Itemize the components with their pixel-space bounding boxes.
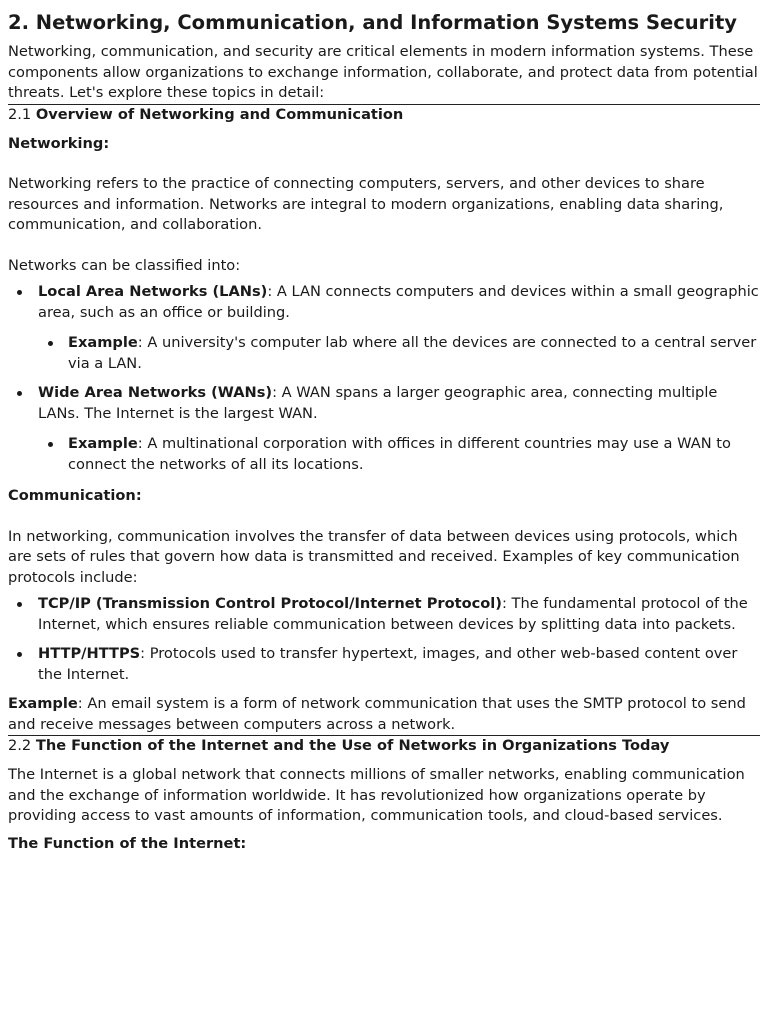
section-2-title: Networking, Communication, and Information Systems Security	[35, 11, 738, 34]
network-types-list	[8, 282, 760, 475]
section-2-1-heading	[8, 105, 760, 125]
http-term: HTTP/HTTPS	[38, 645, 141, 662]
internet-paragraph: The Internet is a global network that connects millions of smaller networks, enabling communication and the exchange of information worldwide. It has revolutionized how organizations operate by providing access to vast amounts of information, communication tools, and cloud-based services.	[8, 766, 745, 824]
wan-example-description: : A multinational corporation with offices in different countries may use a WAN to connect the networks of all its locations.	[68, 435, 731, 473]
communication-label: Communication:	[8, 487, 142, 504]
communication-paragraph: In networking, communication involves the transfer of data between devices using protocols, which are sets of rules that govern how data is transmitted and received. Examples of key communication protocols include:	[8, 527, 740, 586]
list-item-lan	[38, 282, 760, 374]
list-item-http	[38, 644, 760, 685]
http-description: : Protocols used to transfer hypertext, images, and other web-based content over the Internet.	[38, 645, 738, 683]
tcpip-description: : The fundamental protocol of the Internet, which ensures reliable communication between devices by splitting data into packets.	[38, 595, 748, 633]
section-2-number: 2.	[8, 11, 29, 34]
email-example-description: : An email system is a form of network communication that uses the SMTP protocol to send and receive messages between computers across a network.	[8, 695, 746, 733]
list-item-lan-example	[68, 333, 760, 374]
networking-label: Networking:	[8, 134, 110, 152]
section-2-2-heading	[8, 736, 760, 756]
wan-example-term: Example	[68, 435, 138, 452]
lan-example-description: : A university's computer lab where all the devices are connected to a central server via a LAN.	[68, 334, 757, 372]
section-2-intro: Networking, communication, and security are critical elements in modern information systems. These components allow organizations to exchange information, collaborate, and protect data from potential threats. Let's explore these topics in detail:	[8, 43, 758, 101]
lan-term: Local Area Networks (LANs)	[38, 283, 268, 300]
section-2-2-title: The Function of the Internet and the Use of Networks in Organizations Today	[35, 737, 670, 754]
list-item-tcpip	[38, 594, 760, 635]
wan-example-list	[38, 434, 760, 475]
tcpip-term: TCP/IP (Transmission Control Protocol/Internet Protocol)	[38, 595, 502, 612]
lan-example-list	[38, 333, 760, 374]
protocols-list	[8, 594, 760, 685]
wan-term: Wide Area Networks (WANs)	[38, 384, 273, 401]
list-item-wan-example	[68, 434, 760, 475]
lan-example-term: Example	[68, 334, 138, 351]
wan-description: : A WAN spans a larger geographic area, connecting multiple LANs. The Internet is the largest WAN.	[38, 384, 718, 422]
lan-description: : A LAN connects computers and devices within a small geographic area, such as an office or building.	[38, 283, 759, 321]
internet-function-label: The Function of the Internet:	[8, 834, 247, 852]
email-example-term: Example	[8, 695, 78, 712]
section-2-heading	[8, 0, 760, 35]
list-item-wan	[38, 383, 760, 475]
classification-intro: Networks can be classified into:	[8, 256, 241, 274]
email-example-paragraph	[8, 694, 760, 735]
networking-paragraph: Networking refers to the practice of connecting computers, servers, and other devices to share resources and information. Networks are integral to modern organizations, enabling data sharing, communication, and collaboration.	[8, 175, 724, 233]
section-2-1-number: 2.1	[8, 105, 32, 123]
section-2-1-title: Overview of Networking and Communication	[35, 105, 404, 123]
section-2-2-number: 2.2	[8, 737, 32, 754]
